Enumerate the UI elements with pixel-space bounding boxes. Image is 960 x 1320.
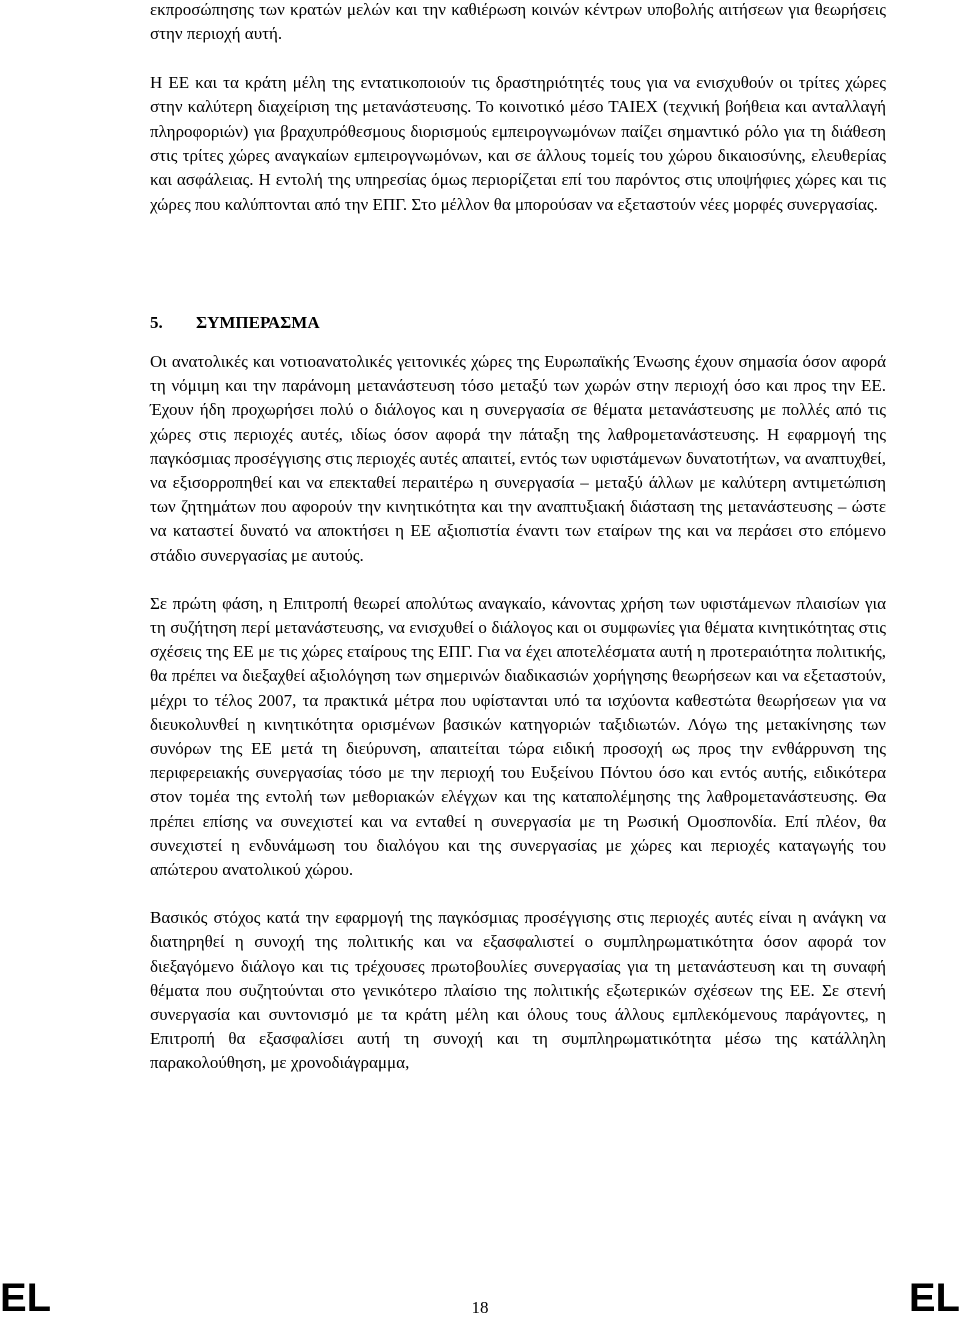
document-body-top [150,0,886,217]
paragraph-conclusion-1: Οι ανατολικές και νοτιοανατολικές γειτονικές χώρες της Ευρωπαϊκής Ένωσης έχουν σημασία όσον αφορά τη νόμιμη και την παράνομη μετανάστευση τόσο μεταξύ των χωρών στην περιοχή όσο και προς την ΕΕ. Έχουν ήδη προχωρήσει πολύ ο διάλογος και η συνεργασία σε θέματα μετανάστευσης με πολλές από τις χώρες στις περιοχές αυτές, ιδίως όσον αφορά την πάταξη της λαθρομετανάστευσης. Η εφαρμογή της παγκόσμιας προσέγγισης στις περιοχές αυτές απαιτεί, εντός των υφιστάμενων δυνατοτήτων, να αναπτυχθεί, να εξισορροπηθεί και να επεκταθεί περαιτέρω η συνεργασία – μεταξύ άλλων με καλύτερη αντιμετώπιση των ζητημάτων που αφορούν την κινητικότητα και την αναπτυξιακή διάσταση της μετανάστευσης – ώστε να καταστεί δυνατό να αποκτήσει η ΕΕ αξιοπιστία έναντι των εταίρων της και να περάσει στο επόμενο στάδιο συνεργασίας με αυτούς. [150,352,886,565]
section-title: ΣΥΜΠΕΡΑΣΜΑ [196,313,320,332]
document-body-conclusion [150,350,886,1076]
paragraph-taiex: Η ΕΕ και τα κράτη μέλη της εντατικοποιούν τις δραστηριότητές τους για να ενισχυθούν οι τρίτες χώρες στην καλύτερη διαχείριση της μετανάστευσης. Το κοινοτικό μέσο ΤΑΙΕΧ (τεχνική βοήθεια και ανταλλαγή πληροφοριών) για βραχυπρόθεσμους διορισμούς εμπειρογνωμόνων παίζει σημαντικό ρόλο για τη διάθεση στις τρίτες χώρες αναγκαίων εμπειρογνωμόνων, και σε άλλους τομείς του χώρου δικαιοσύνης, ελευθερίας και ασφάλειας. Η εντολή της υπηρεσίας όμως περιορίζεται επί του παρόντος στις υποψήφιες χώρες και τις χώρες που καλύπτονται από την ΕΠΓ. Στο μέλλον θα μπορούσαν να εξεταστούν νέες μορφές συνεργασίας. [150,72,886,214]
paragraph-continuation: εκπροσώπησης των κρατών μελών και την καθιέρωση κοινών κέντρων υποβολής αιτήσεων για θεωρήσεις στην περιοχή αυτή. [150,0,886,44]
paragraph-conclusion-3: Βασικός στόχος κατά την εφαρμογή της παγκόσμιας προσέγγισης στις περιοχές αυτές είναι η ανάγκη να διατηρηθεί η συνοχή της πολιτικής και να εξασφαλιστεί ο συμπληρωματικότητα όσον αφορά τον διεξαγόμενο διάλογο και τις τρέχουσες πρωτοβουλίες συνεργασίας για τη μετανάστευση και τη συναφή θέματα που συζητούνται στο γενικότερο πλαίσιο της πολιτικής εξωτερικών σχέσεων της ΕΕ. Σε στενή συνεργασία και συντονισμό με τα κράτη μέλη και όλους τους άλλους εμπλεκόμενους παράγοντες, η Επιτροπή θα εξασφαλίσει αυτή τη συνοχή και τη συμπληρωματικότητα μέσω της κατάλληλη παρακολούθηση, με χρονοδιάγραμμα, [150,908,886,1073]
section-number: 5. [150,313,163,332]
page-number: 18 [471,1298,489,1317]
section-heading [150,311,550,335]
footer-language-left: EL [0,1276,52,1320]
footer-language-right: EL [908,1276,960,1320]
paragraph-conclusion-2: Σε πρώτη φάση, η Επιτροπή θεωρεί απολύτως αναγκαίο, κάνοντας χρήση των υφιστάμενων πλαισίων για τη συζήτηση περί μετανάστευσης, να ενισχυθεί ο διάλογος και οι συμφωνίες για θέματα κινητικότητας στις σχέσεις της ΕΕ με τις χώρες εταίρους της ΕΠΓ. Για να έχει αποτελέσματα αυτή η προτεραιότητα πολιτικής, θα πρέπει να διεξαχθεί αξιολόγηση των σημερινών διαδικασιών χορήγησης θεωρήσεων και να εξεταστούν, μέχρι το τέλος 2007, τα πρακτικά μέτρα που υφίστανται υπό τα ισχύοντα καθεστώτα θεωρήσεων για να διευκολυνθεί η κινητικότητα ορισμένων βασικών κατηγοριών ταξιδιωτών. Λόγω της μετακίνησης των συνόρων της ΕΕ μετά τη διεύρυνση, απαιτείται τώρα ειδική προσοχή ως προς την ενθάρρυνση της περιφερειακής συνεργασίας τόσο με την περιοχή του Ευξείνου Πόντου όσο και εντός αυτής, ειδικότερα στον τομέα της εντολή των μεθοριακών ελέγχων και της καταπολέμησης της λαθρομετανάστευσης. Θα πρέπει επίσης να συνεχιστεί και να ενταθεί η συνεργασία με τη Ρωσική Ομοσπονδία. Επί πλέον, θα συνεχιστεί η ενδυνάμωση του διαλόγου και της συνεργασίας με χώρες και περιοχές καταγωγής του απώτερου ανατολικού χώρου. [150,593,886,880]
